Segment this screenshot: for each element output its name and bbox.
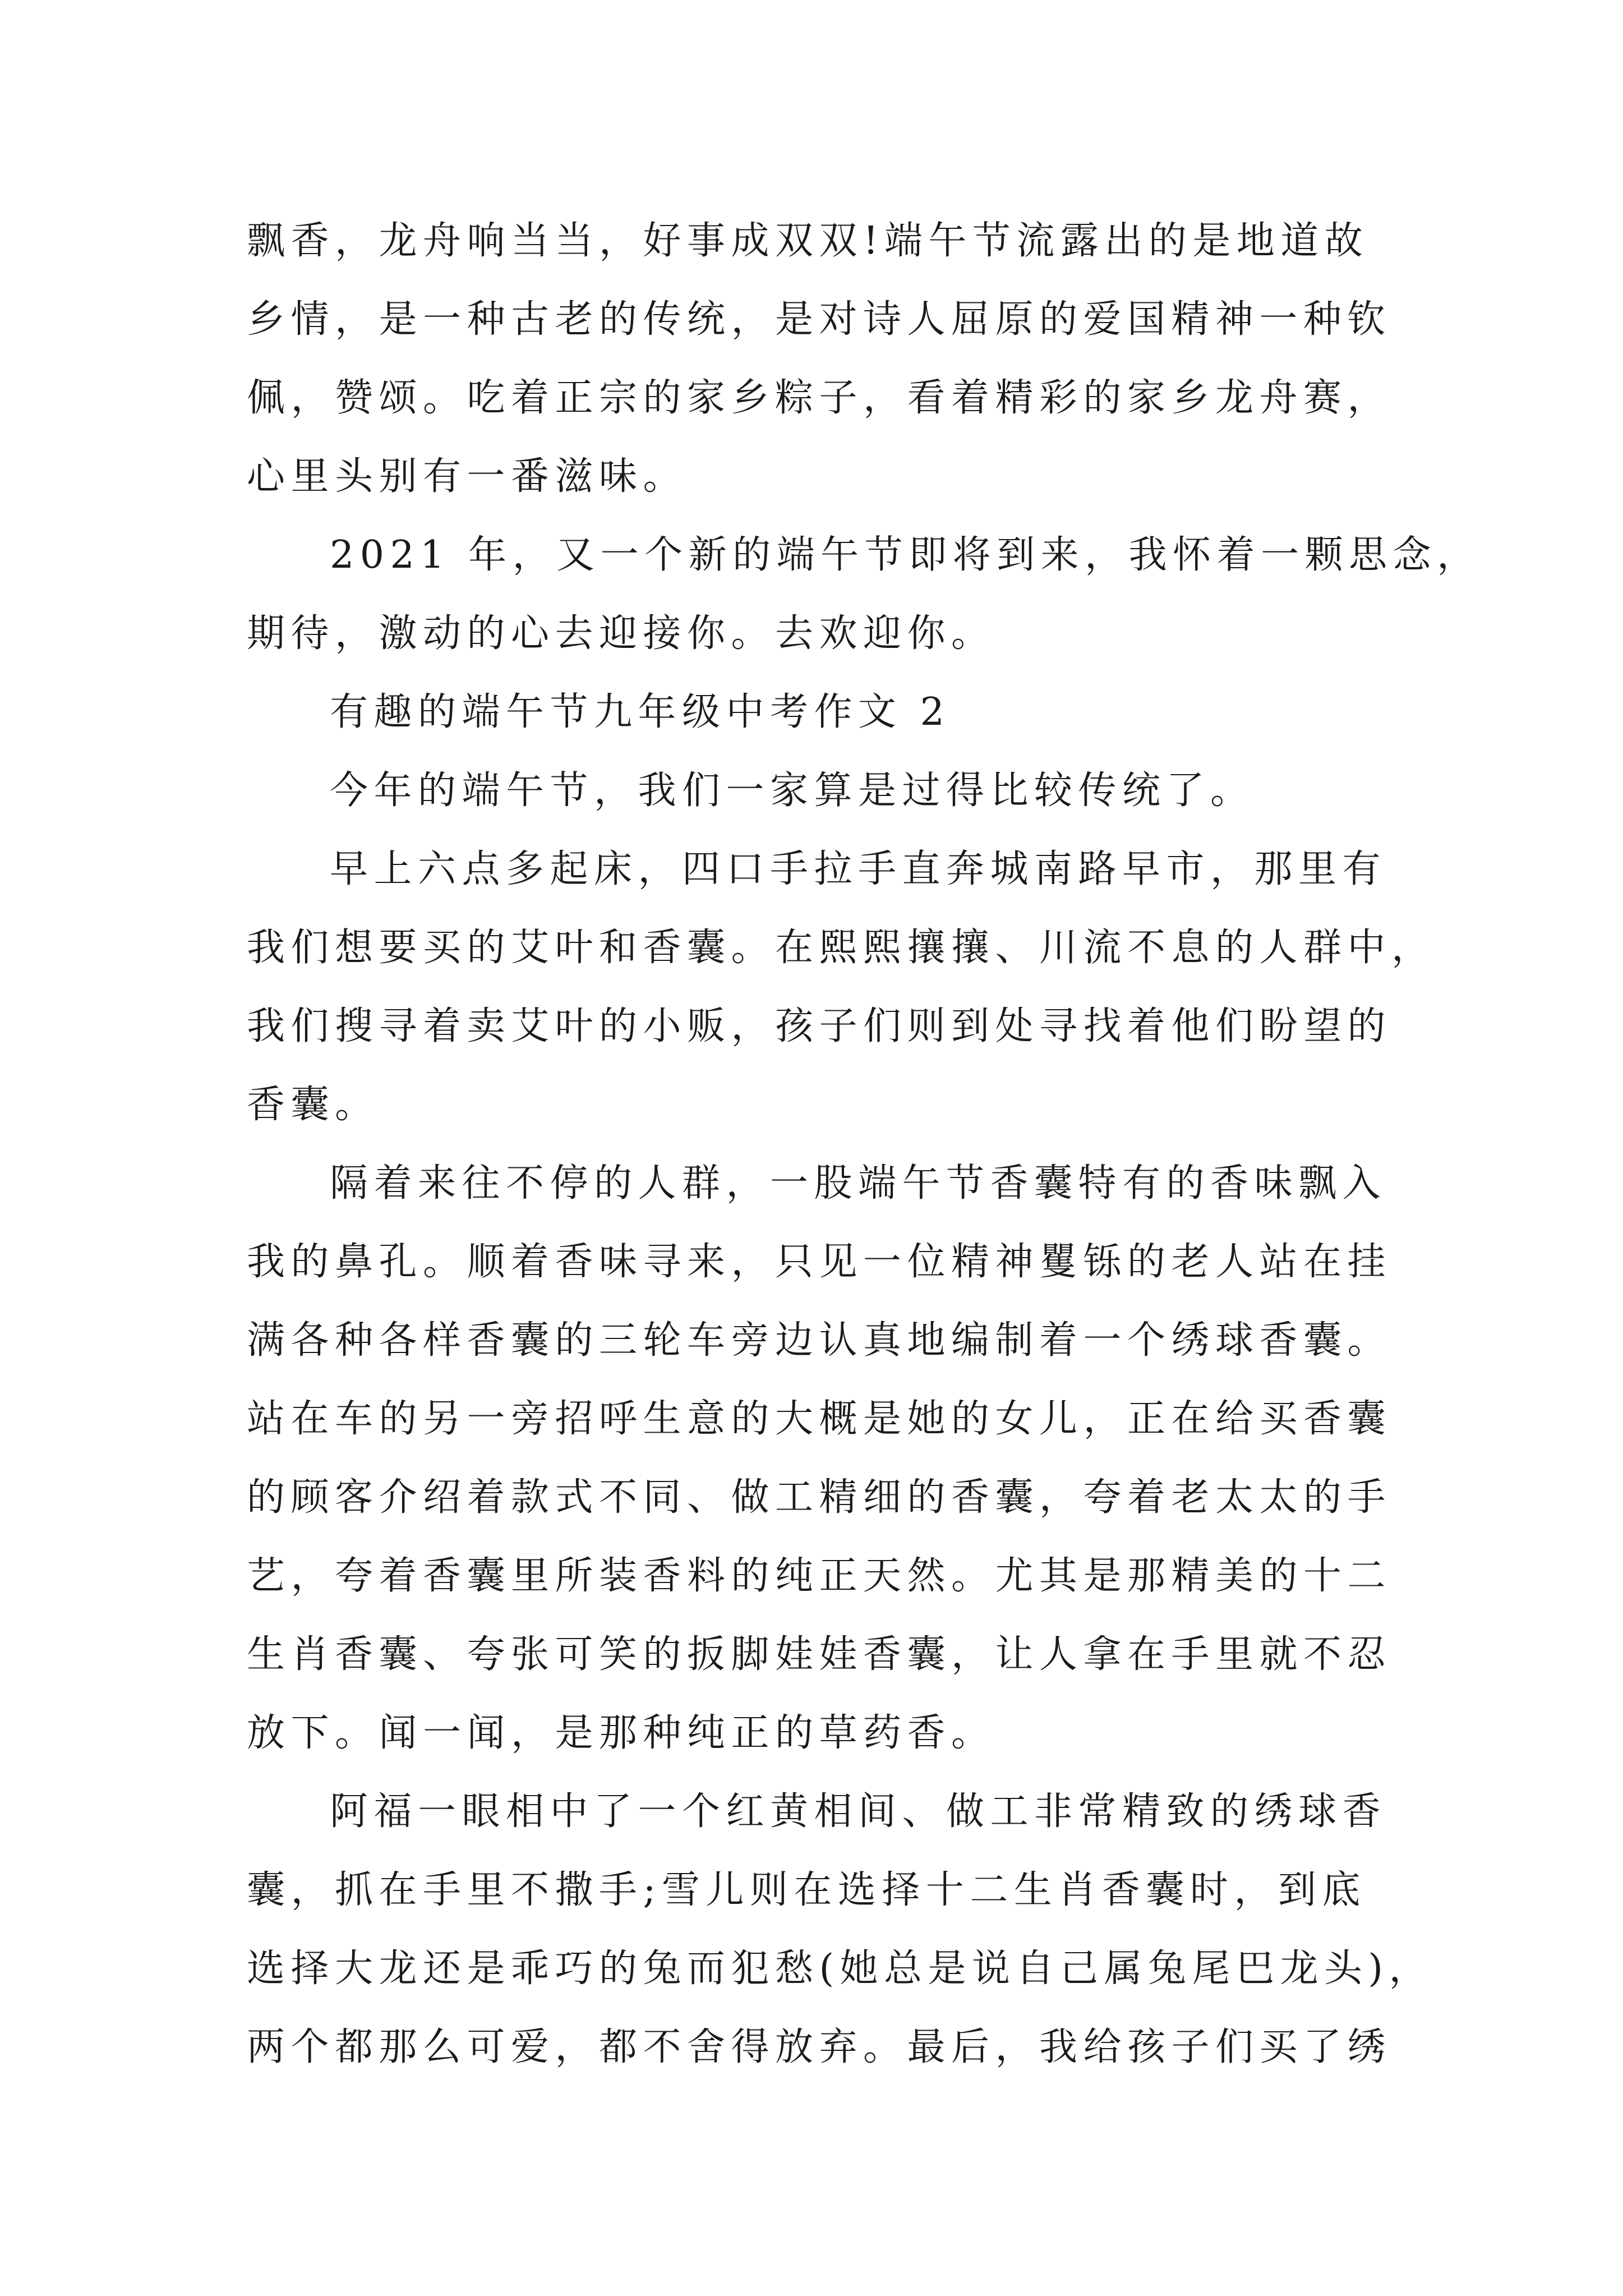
text-line: 2021 年，又一个新的端午节即将到来，我怀着一颗思念， <box>330 533 1481 577</box>
section-heading: 有趣的端午节九年级中考作文 2 <box>330 690 951 734</box>
text-line: 今年的端午节，我们一家算是过得比较传统了。 <box>330 769 1255 813</box>
text-line: 站在车的另一旁招呼生意的大概是她的女儿，正在给买香囊 <box>247 1397 1392 1441</box>
text-line: 满各种各样香囊的三轮车旁边认真地编制着一个绣球香囊。 <box>247 1318 1392 1363</box>
text-line: 心里头别有一番滋味。 <box>247 454 688 499</box>
text-line: 早上六点多起床，四口手拉手直奔城南路早市，那里有 <box>330 847 1387 891</box>
text-line: 期待，激动的心去迎接你。去欢迎你。 <box>247 611 995 656</box>
text-line: 选择大龙还是乖巧的兔而犯愁(她总是说自己属兔尾巴龙头)， <box>247 1947 1433 1991</box>
text-line: 我的鼻孔。顺着香味寻来，只见一位精神矍铄的老人站在挂 <box>247 1240 1392 1284</box>
text-line: 的顾客介绍着款式不同、做工精细的香囊，夸着老太太的手 <box>247 1475 1392 1520</box>
text-line: 我们想要买的艾叶和香囊。在熙熙攘攘、川流不息的人群中， <box>247 926 1436 970</box>
text-line: 阿福一眼相中了一个红黄相间、做工非常精致的绣球香 <box>330 1789 1387 1834</box>
text-line: 生肖香囊、夸张可笑的扳脚娃娃香囊，让人拿在手里就不忍 <box>247 1632 1392 1677</box>
text-line: 囊，抓在手里不撒手;雪儿则在选择十二生肖香囊时，到底 <box>247 1868 1366 1912</box>
text-line: 艺，夸着香囊里所装香料的纯正天然。尤其是那精美的十二 <box>247 1554 1392 1598</box>
text-line: 乡情，是一种古老的传统，是对诗人屈原的爱国精神一种钦 <box>247 297 1392 342</box>
text-line: 飘香，龙舟响当当，好事成双双!端午节流露出的是地道故 <box>247 219 1369 263</box>
text-line: 香囊。 <box>247 1083 379 1127</box>
text-line: 放下。闻一闻，是那种纯正的草药香。 <box>247 1711 995 1755</box>
text-line: 我们搜寻着卖艾叶的小贩，孩子们则到处寻找着他们盼望的 <box>247 1004 1392 1048</box>
text-line: 隔着来往不停的人群，一股端午节香囊特有的香味飘入 <box>330 1161 1387 1205</box>
text-line: 两个都那么可爱，都不舍得放弃。最后，我给孩子们买了绣 <box>247 2025 1392 2069</box>
text-line: 佩，赞颂。吃着正宗的家乡粽子，看着精彩的家乡龙舟赛， <box>247 376 1392 420</box>
